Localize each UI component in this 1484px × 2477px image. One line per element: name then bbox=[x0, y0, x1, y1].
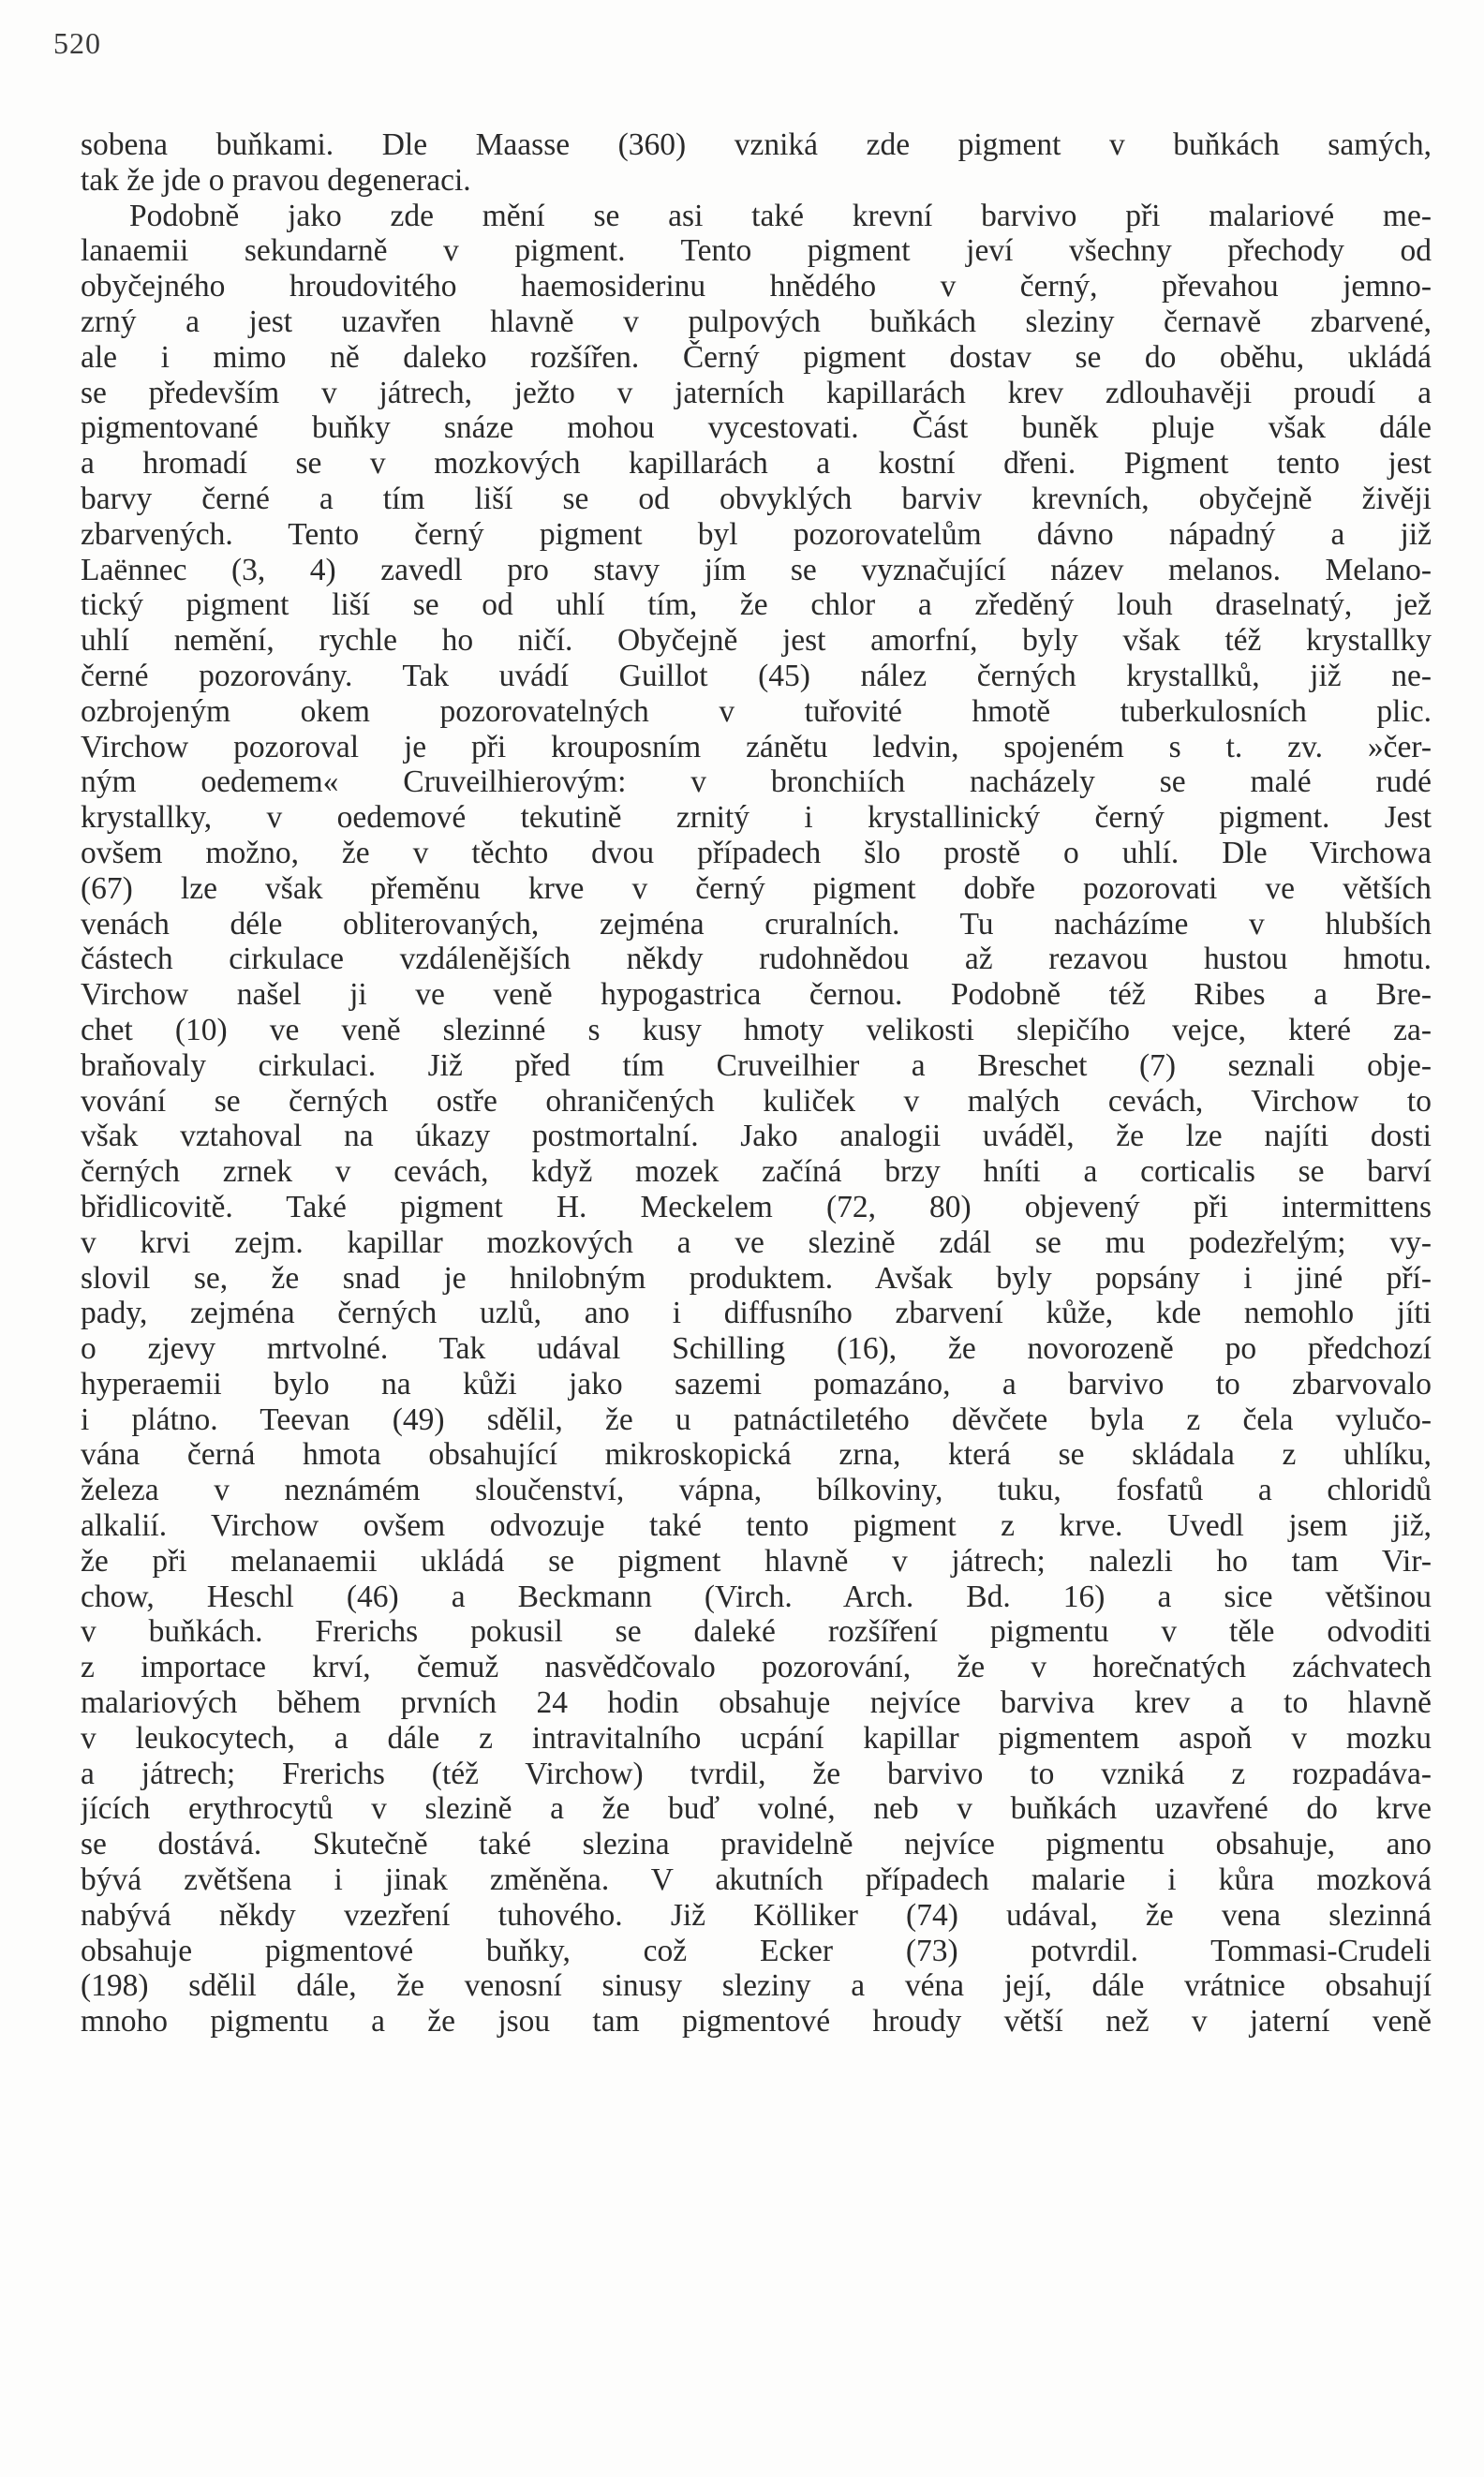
text-line: Virchow našel ji ve veně hypogastrica černou. Podobně též Ribes a Bre- bbox=[81, 977, 1432, 1013]
text-line: Virchow pozoroval je při krouposním zánětu ledvin, spojeném s t. zv. »čer- bbox=[81, 729, 1432, 764]
text-line: uhlí nemění, rychle ho ničí. Obyčejně jest amorfní, byly však též krystallky bbox=[81, 623, 1432, 659]
text-line: bývá zvětšena i jinak změněna. V akutních případech malarie i kůra mozková bbox=[81, 1862, 1432, 1898]
text-line: alkalií. Virchow ovšem odvozuje také tento pigment z krve. Uvedl jsem již, bbox=[81, 1508, 1432, 1544]
text-line: (198) sdělil dále, že venosní sinusy sleziny a véna její, dále vrátnice obsahují bbox=[81, 1968, 1432, 2004]
text-line: částech cirkulace vzdálenějších někdy rudohnědou až rezavou hustou hmotu. bbox=[81, 942, 1432, 977]
text-line: o zjevy mrtvolné. Tak udával Schilling (16), že novorozeně po předchozí bbox=[81, 1331, 1432, 1367]
text-line: v leukocytech, a dále z intravitalního ucpání kapillar pigmentem aspoň v mozku bbox=[81, 1720, 1432, 1756]
text-line: černé pozorovány. Tak uvádí Guillot (45) nález černých krystallků, již ne- bbox=[81, 658, 1432, 693]
text-line: hyperaemii bylo na kůži jako sazemi pomazáno, a barvivo to zbarvovalo bbox=[81, 1366, 1432, 1402]
text-line: tak že jde o pravou degeneraci. bbox=[81, 162, 471, 198]
text-line: ale i mimo ně daleko rozšířen. Černý pigment dostav se do oběhu, ukládá bbox=[81, 339, 1432, 375]
text-line: nabývá někdy vzezření tuhového. Již Kölliker (74) udával, že vena slezinná bbox=[81, 1897, 1432, 1933]
text-line: vána černá hmota obsahující mikroskopická zrna, která se skládala z uhlíku, bbox=[81, 1437, 1432, 1473]
body-text bbox=[81, 127, 1432, 2039]
text-line: sobena buňkami. Dle Maasse (360) vzniká zde pigment v buňkách samých, bbox=[81, 127, 1432, 162]
text-line: obsahuje pigmentové buňky, což Ecker (73) potvrdil. Tommasi-Crudeli bbox=[81, 1933, 1432, 1968]
text-line: v buňkách. Frerichs pokusil se daleké rozšíření pigmentu v těle odvoditi bbox=[81, 1614, 1432, 1650]
text-line: krystallky, v oedemové tekutině zrnitý i krystallinický černý pigment. Jest bbox=[81, 800, 1432, 836]
text-line: lanaemii sekundarně v pigment. Tento pigment jeví všechny přechody od bbox=[81, 233, 1432, 269]
text-line: tický pigment liší se od uhlí tím, že chlor a zředěný louh draselnatý, jež bbox=[81, 587, 1432, 623]
text-line: zrný a jest uzavřen hlavně v pulpových buňkách sleziny černavě zbarvené, bbox=[81, 304, 1432, 339]
page-number: 520 bbox=[53, 26, 101, 60]
text-line: chow, Heschl (46) a Beckmann (Virch. Arch. Bd. 16) a sice většinou bbox=[81, 1579, 1432, 1614]
text-line: břidlicovitě. Také pigment H. Meckelem (72, 80) objevený při intermittens bbox=[81, 1189, 1432, 1224]
text-line: se především v játrech, ježto v jaterních kapillarách krev zdlouhavěji proudí a bbox=[81, 375, 1432, 410]
text-line: zbarvených. Tento černý pigment byl pozorovatelům dávno nápadný a již bbox=[81, 516, 1432, 552]
text-line: z importace krví, čemuž nasvědčovalo pozorování, že v horečnatých záchvatech bbox=[81, 1650, 1432, 1685]
text-line: se dostává. Skutečně také slezina pravidelně nejvíce pigmentu obsahuje, ano bbox=[81, 1827, 1432, 1862]
text-line: ozbrojeným okem pozorovatelných v tuřovité hmotě tuberkulosních plic. bbox=[81, 693, 1432, 729]
text-line: vování se černých ostře ohraničených kuliček v malých cevách, Virchow to bbox=[81, 1083, 1432, 1119]
text-line: chet (10) ve veně slezinné s kusy hmoty velikosti slepičího vejce, které za- bbox=[81, 1012, 1432, 1047]
text-line: a játrech; Frerichs (též Virchow) tvrdil, že barvivo to vzniká z rozpadáva- bbox=[81, 1756, 1432, 1791]
text-line: v krvi zejm. kapillar mozkových a ve slezině zdál se mu podezřelým; vy- bbox=[81, 1224, 1432, 1260]
text-line: černých zrnek v cevách, když mozek začíná brzy hníti a corticalis se barví bbox=[81, 1154, 1432, 1190]
text-line: i plátno. Teevan (49) sdělil, že u patnáctiletého děvčete byla z čela vylučo- bbox=[81, 1402, 1432, 1437]
text-line: Laënnec (3, 4) zavedl pro stavy jím se vyznačující název melanos. Melano- bbox=[81, 552, 1432, 587]
text-line: barvy černé a tím liší se od obvyklých barviv krevních, obyčejně živěji bbox=[81, 481, 1432, 516]
text-line: slovil se, že snad je hnilobným produktem. Avšak byly popsány i jiné pří- bbox=[81, 1260, 1432, 1296]
text-line: železa v neznámém sloučenství, vápna, bílkoviny, tuku, fosfatů a chloridů bbox=[81, 1473, 1432, 1508]
text-line: však vztahoval na úkazy postmortalní. Jako analogii uváděl, že lze najíti dosti bbox=[81, 1119, 1432, 1154]
text-line: (67) lze však přeměnu krve v černý pigment dobře pozorovati ve větších bbox=[81, 870, 1432, 906]
text-line: Podobně jako zde mění se asi také krevní barvivo při malariové me- bbox=[129, 198, 1432, 233]
text-line: že při melanaemii ukládá se pigment hlavně v játrech; nalezli ho tam Vir- bbox=[81, 1543, 1432, 1579]
text-line: obyčejného hroudovitého haemosiderinu hnědého v černý, převahou jemno- bbox=[81, 269, 1432, 304]
text-line: pady, zejména černých uzlů, ano i diffusního zbarvení kůže, kde nemohlo jíti bbox=[81, 1296, 1432, 1331]
text-line: pigmentované buňky snáze mohou vycestovati. Část buněk pluje však dále bbox=[81, 410, 1432, 446]
text-line: malariových během prvních 24 hodin obsahuje nejvíce barviva krev a to hlavně bbox=[81, 1685, 1432, 1721]
text-line: ným oedemem« Cruveilhierovým: v bronchiích nacházely se malé rudé bbox=[81, 764, 1432, 800]
text-line: venách déle obliterovaných, zejména cruralních. Tu nacházíme v hlubších bbox=[81, 906, 1432, 942]
text-line: mnoho pigmentu a že jsou tam pigmentové hroudy větší než v jaterní veně bbox=[81, 2004, 1432, 2039]
text-line: braňovaly cirkulaci. Již před tím Cruveilhier a Breschet (7) seznali obje- bbox=[81, 1047, 1432, 1083]
text-line: jících erythrocytů v slezině a že buď volné, neb v buňkách uzavřené do krve bbox=[81, 1791, 1432, 1827]
text-line: a hromadí se v mozkových kapillarách a kostní dřeni. Pigment tento jest bbox=[81, 446, 1432, 482]
text-line: ovšem možno, že v těchto dvou případech šlo prostě o uhlí. Dle Virchowa bbox=[81, 835, 1432, 870]
